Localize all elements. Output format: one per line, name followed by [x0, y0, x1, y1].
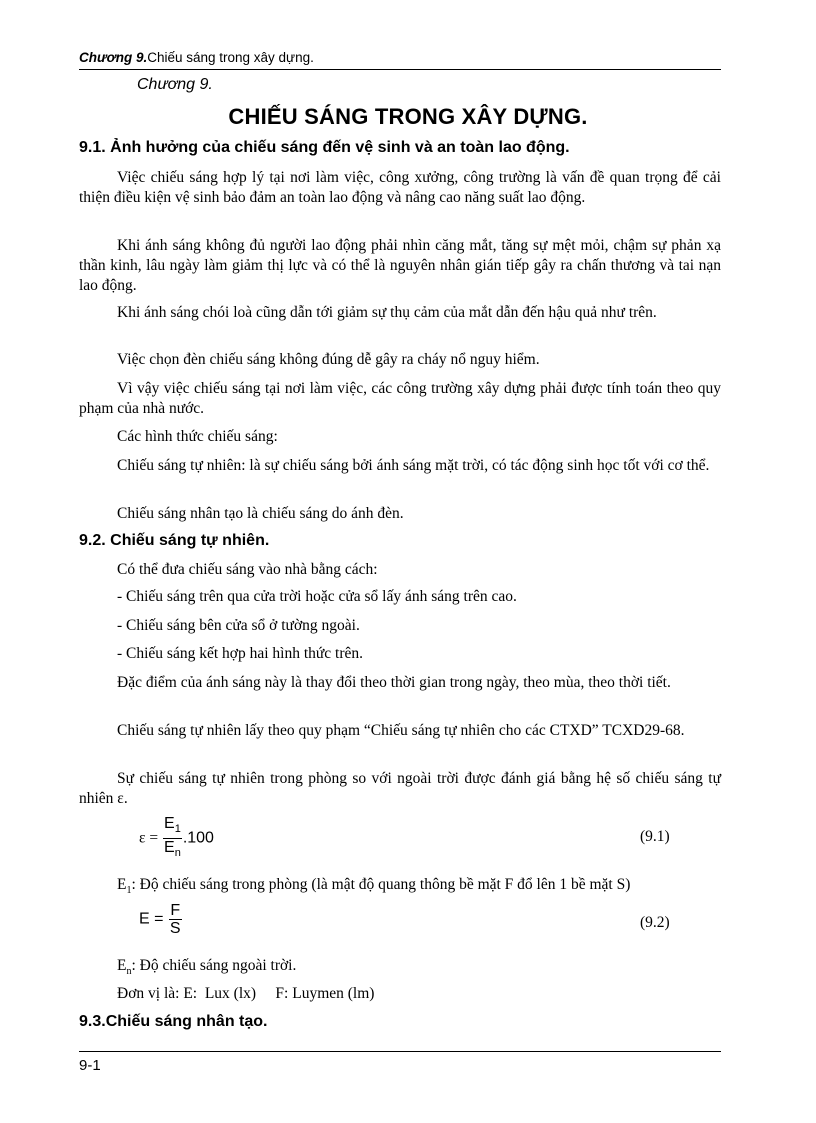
paragraph: Việc chiếu sáng hợp lý tại nơi làm việc, công xưởng, công trường là vấn đề quan trọng để cải thiện điều kiện vệ sinh bảo đảm an toàn lao động và nâng cao năng suất lao động.	[79, 169, 721, 206]
units-line: Đơn vị là: E: Lux (lx) F: Luymen (lm)	[117, 985, 375, 1002]
paragraph: Chiếu sáng tự nhiên: là sự chiếu sáng bởi ánh sáng mặt trời, có tác động sinh học tốt với cơ thể.	[117, 457, 710, 474]
list-item: - Chiếu sáng bên cửa sổ ở tường ngoài.	[117, 617, 360, 634]
numerator: F	[170, 902, 181, 919]
equation-9-2	[139, 902, 183, 937]
page-title: CHIẾU SÁNG TRONG XÂY DỰNG.	[228, 104, 588, 129]
paragraph: Có thể đưa chiếu sáng vào nhà bằng cách:	[117, 561, 378, 578]
paragraph: Chiếu sáng nhân tạo là chiếu sáng do ánh đèn.	[117, 505, 404, 522]
definition-en: $E_n$: Độ chiếu sáng ngoài trời.	[117, 957, 297, 978]
section-heading-9-3: 9.3.Chiếu sáng nhân tạo.	[79, 1013, 268, 1030]
fraction	[169, 902, 182, 937]
equation-tail: .100	[182, 829, 214, 847]
fraction	[163, 815, 182, 862]
equation-lhs: ε =	[139, 829, 159, 847]
denominator: $E_n$	[164, 839, 181, 860]
paragraph: Các hình thức chiếu sáng:	[117, 428, 278, 445]
header-title: Chiếu sáng trong xây dựng.	[147, 50, 314, 65]
equation-9-1	[139, 815, 214, 862]
paragraph: Việc chọn đèn chiếu sáng không đúng dễ gây ra cháy nổ nguy hiểm.	[117, 351, 540, 368]
denominator: S	[169, 920, 181, 937]
header-chapter: Chương 9.	[79, 50, 148, 65]
paragraph: Vì vậy việc chiếu sáng tại nơi làm việc, các công trường xây dựng phải được tính toán theo quy phạm của nhà nước.	[79, 380, 721, 417]
running-header	[79, 50, 721, 65]
list-item: - Chiếu sáng trên qua cửa trời hoặc cửa sổ lấy ánh sáng trên cao.	[117, 588, 517, 605]
list-item: - Chiếu sáng kết hợp hai hình thức trên.	[117, 645, 364, 662]
paragraph: Chiếu sáng tự nhiên lấy theo quy phạm “Chiếu sáng tự nhiên cho các CTXD” TCXD29-68.	[117, 722, 685, 739]
paragraph: Đặc điểm của ánh sáng này là thay đổi theo thời gian trong ngày, theo mùa, theo thời tiết.	[117, 674, 671, 691]
paragraph: Sự chiếu sáng tự nhiên trong phòng so với ngoài trời được đánh giá bằng hệ số chiếu sáng tự nhiên ε.	[79, 770, 721, 807]
chapter-label: Chương 9.	[137, 76, 213, 93]
definition-e1: $E_1$: Độ chiếu sáng trong phòng (là mật độ quang thông bề mặt F đổ lên 1 bề mặt S)	[117, 876, 631, 897]
footer-rule	[79, 1051, 721, 1052]
equation-number: (9.1)	[640, 828, 670, 845]
equation-number: (9.2)	[640, 914, 670, 931]
page-number: 9-1	[79, 1057, 101, 1074]
paragraph: Khi ánh sáng chói loà cũng dẫn tới giảm sự thụ cảm của mắt dẫn đến hậu quả như trên.	[117, 304, 657, 321]
section-heading-9-2: 9.2. Chiếu sáng tự nhiên.	[79, 532, 270, 549]
section-heading-9-1: 9.1. Ảnh hưởng của chiếu sáng đến vệ sinh và an toàn lao động.	[79, 139, 570, 156]
paragraph: Khi ánh sáng không đủ người lao động phải nhìn căng mắt, tăng sự mệt mỏi, chậm sự phản xạ thần kinh, lâu ngày làm giảm thị lực và có thể là nguyên nhân gián tiếp gây ra chấn thương và tai nạn lao động.	[79, 237, 721, 294]
numerator: $E_1$	[163, 815, 182, 839]
equation-lhs: E =	[139, 910, 164, 928]
header-rule	[79, 69, 721, 70]
